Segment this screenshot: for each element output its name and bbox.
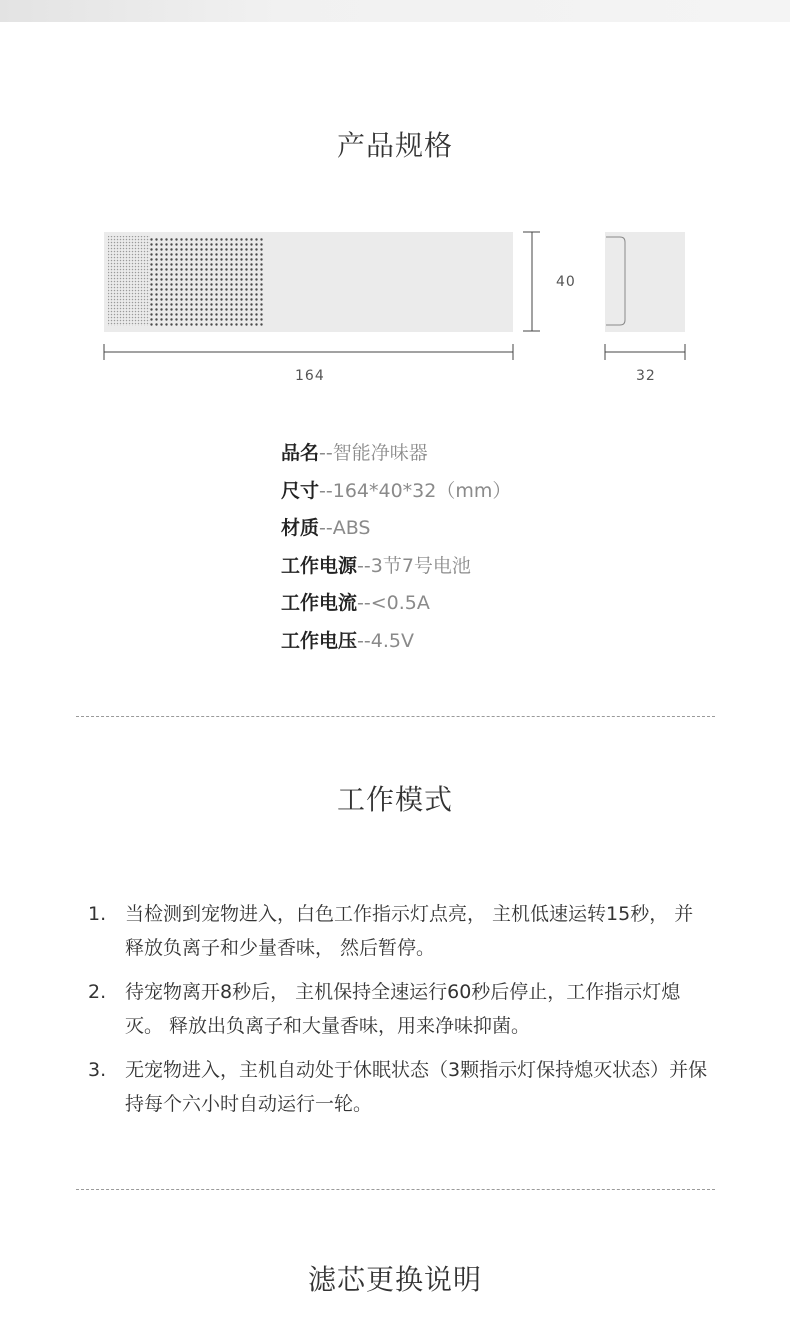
- mode-list-item: [88, 975, 708, 1043]
- spec-list: [281, 438, 511, 663]
- filter-section-title: 滤芯更换说明: [307, 1263, 482, 1296]
- spec-row-material: [281, 513, 511, 551]
- mode-list-item: [88, 1053, 708, 1121]
- mode-number: 3.: [88, 1059, 107, 1081]
- depth-value: 32: [636, 368, 656, 384]
- spec-separator: --: [319, 479, 333, 502]
- height-value: 40: [556, 274, 576, 290]
- spec-row-current: [281, 588, 511, 626]
- spec-row-size: [281, 476, 511, 514]
- spec-separator: --: [319, 442, 333, 464]
- spec-separator: --: [357, 554, 371, 577]
- spec-value: 4.5V: [370, 629, 414, 652]
- top-banner-strip: [0, 0, 790, 22]
- spec-label: 工作电压: [281, 629, 358, 652]
- spec-label: 尺寸: [281, 479, 320, 502]
- length-value: 164: [295, 368, 325, 384]
- spec-label: 品名: [281, 442, 320, 464]
- spec-row-power-source: [281, 551, 511, 589]
- product-front-view: [104, 232, 513, 332]
- section-divider: [76, 1189, 715, 1190]
- mode-list-item: [88, 897, 708, 965]
- spec-value: 164*40*32（mm）: [332, 479, 512, 502]
- mode-list: [88, 897, 708, 1131]
- product-side-view: [605, 232, 685, 332]
- spec-row-name: [281, 438, 511, 476]
- mode-description: 待宠物离开8秒后， 主机保持全速运行60秒后停止，工作指示灯熄灭。 释放出负离子和大量香味，用来净味抑菌。: [125, 981, 681, 1037]
- spec-value: 智能净味器: [332, 442, 428, 464]
- length-dimension-line: [100, 340, 520, 364]
- mode-description: 当检测到宠物进入，白色工作指示灯点亮， 主机低速运转15秒， 并释放负离子和少量香味， 然后暂停。: [125, 903, 694, 959]
- mode-section-title: 工作模式: [336, 783, 453, 816]
- spec-separator: --: [357, 592, 371, 614]
- side-edge-outline: [605, 232, 685, 332]
- spec-row-voltage: [281, 626, 511, 664]
- spec-value: <0.5A: [370, 592, 430, 614]
- mode-number: 2.: [88, 981, 107, 1003]
- depth-dimension-line: [600, 340, 690, 364]
- spec-separator: --: [319, 517, 333, 539]
- spec-label: 工作电流: [281, 592, 358, 614]
- section-divider: [76, 716, 715, 717]
- height-dimension-line: [520, 228, 550, 336]
- spec-section-title: 产品规格: [336, 129, 453, 162]
- spec-label: 材质: [281, 517, 320, 539]
- spec-label: 工作电源: [281, 554, 358, 577]
- mode-description: 无宠物进入，主机自动处于休眠状态（3颗指示灯保持熄灭状态）并保持每个六小时自动运行一轮。: [125, 1059, 708, 1115]
- spec-value: 3节7号电池: [370, 554, 471, 577]
- spec-value: ABS: [332, 517, 371, 539]
- speaker-grille-dots: [104, 232, 513, 332]
- spec-separator: --: [357, 629, 371, 652]
- mode-number: 1.: [88, 903, 107, 925]
